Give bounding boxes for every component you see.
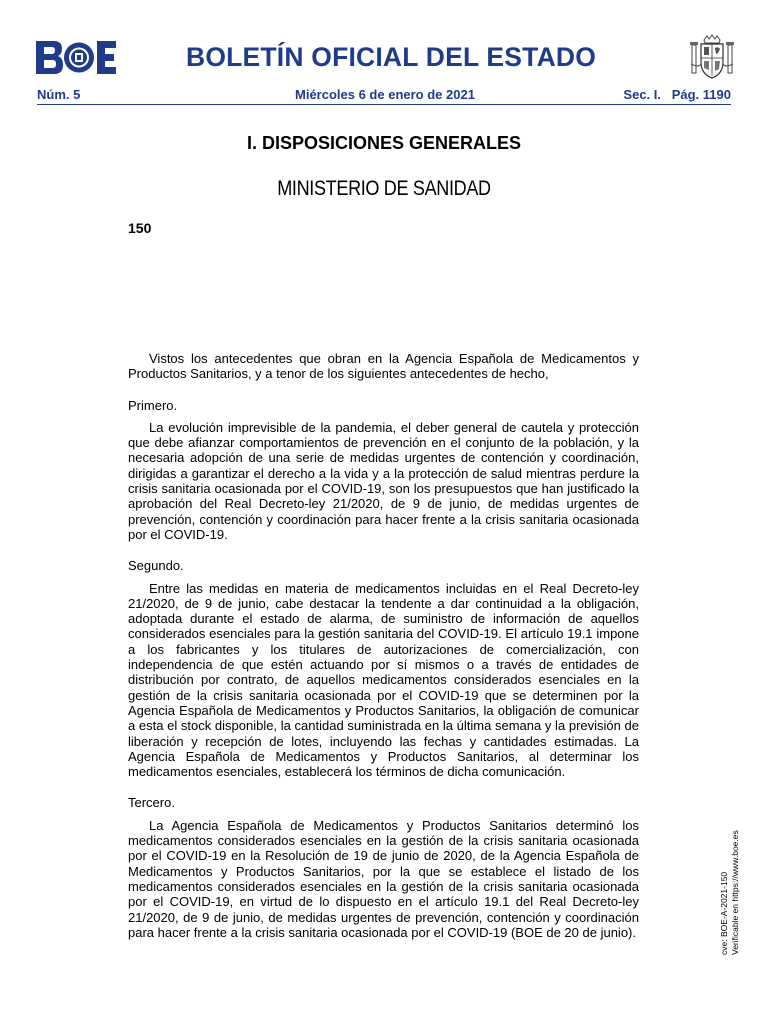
issue-date: Miércoles 6 de enero de 2021 — [295, 87, 475, 102]
page-title: BOLETÍN OFICIAL DEL ESTADO — [186, 42, 597, 72]
coat-of-arms-icon — [689, 34, 735, 80]
heading-segundo: Segundo. — [128, 558, 184, 574]
heading-tercero: Tercero. — [128, 795, 175, 811]
document-number: 150 — [128, 220, 152, 236]
header-meta-row — [37, 82, 731, 102]
paragraph-intro: Vistos los antecedentes que obran en la Agencia Española de Medicamentos y Productos Sanitarios, y a tenor de los siguientes antecedentes de hecho, — [128, 351, 639, 382]
heading-primero: Primero. — [128, 397, 178, 413]
issue-number: Núm. 5 — [37, 87, 81, 102]
document-body — [128, 351, 639, 940]
cve-code: cve: BOE-A-2021-150 — [719, 871, 729, 955]
ministry-name: MINISTERIO DE SANIDAD — [277, 177, 491, 200]
page-number: Pág. 1190 — [671, 87, 731, 102]
verification-link[interactable]: Verificable en https://www.boe.es — [730, 830, 740, 955]
boe-logo — [36, 41, 116, 74]
section-title: I. DISPOSICIONES GENERALES — [246, 133, 522, 153]
verification-note — [719, 795, 749, 955]
paragraph-tercero: La Agencia Española de Medicamentos y Productos Sanitarios determinó los medicamentos considerados esenciales en la gestión de la crisis sanitaria ocasionada por el COVID-19 en la Resolución de 19 de junio de 2020, de la Agencia Española de Medicamentos y Productos Sanitarios, por la que se establece el listado de los medicamentos considerados esenciales en la gestión de la crisis sanitaria ocasionada por el COVID-19, en virtud de lo dispuesto en el artículo 19.1 del Real Decreto-ley 21/2020, de 9 de junio, de medidas urgentes de prevención, contención y coordinación para hacer frente a la crisis sanitaria ocasionada por el COVID-19 (BOE de 20 de junio). — [128, 817, 639, 940]
paragraph-primero: La evolución imprevisible de la pandemia, el deber general de cautela y protección que debe afianzar comportamientos de prevención en el conjunto de la población, y la necesaria adopción de una serie de medidas urgentes de contención y coordinación, dirigidas a garantizar el derecho a la vida y a la protección de salud mientras perdure la crisis sanitaria ocasionada por el COVID-19, son los presupuestos que han justificado la aprobación del Real Decreto-ley 21/2020, de 9 de junio, de medidas urgentes de prevención, contención y coordinación para hacer frente a la crisis sanitaria ocasionada por el COVID-19. — [128, 419, 639, 542]
header-divider — [37, 104, 731, 105]
paragraph-segundo: Entre las medidas en materia de medicamentos incluidas en el Real Decreto-ley 21/2020, de 9 de junio, cabe destacar la tendente a dar continuidad a la obligación, adoptada durante el estado de alarma, de suministro de información de aquellos considerados esenciales para la gestión sanitaria del COVID-19. El artículo 19.1 impone a los fabricantes y los titulares de autorizaciones de comercialización, con independencia de que estén actuando por sí mismos o a través de entidades de distribución por contrato, de aquellos medicamentos considerados esenciales en la gestión de la crisis sanitaria ocasionada por el COVID-19 que se determinen por la Agencia Española de Medicamentos y Productos Sanitarios, la obligación de comunicar a esta el stock disponible, la cantidad suministrada en la última semana y la previsión de liberación y recepción de lotes, incluyendo las fechas y cantidades estimadas. La Agencia Española de Medicamentos y Productos Sanitarios, al determinar los medicamentos esenciales, establecerá los términos de dicha comunicación. — [128, 580, 639, 780]
section-label: Sec. I. — [623, 87, 661, 102]
boe-logo-icon — [36, 41, 116, 74]
